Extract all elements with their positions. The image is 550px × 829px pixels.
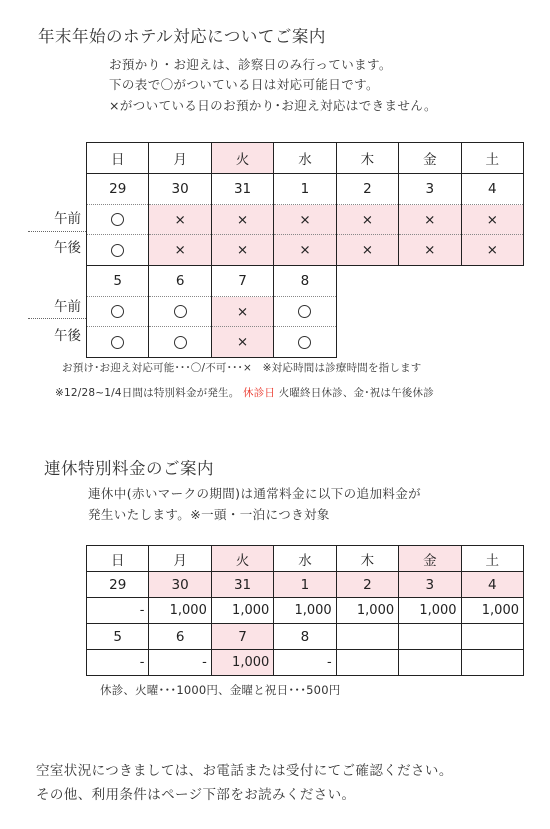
date-cell: 31 (211, 174, 273, 205)
fee-cell: 1,000 (274, 598, 336, 624)
row-label-am-week2: 午前 (54, 299, 81, 315)
fee-cell: 1,000 (211, 598, 273, 624)
status-cell: × (149, 235, 211, 266)
status-cell: × (461, 235, 523, 266)
section1-line-3: ×がついている日のお預かり･お迎え対応はできません。 (109, 98, 437, 113)
fee-cell (336, 650, 398, 676)
fee-cell: - (274, 650, 336, 676)
date-cell: 6 (149, 624, 211, 650)
table-header-row (87, 546, 524, 572)
header-tue: 火 (211, 546, 273, 572)
empty-cell (336, 297, 523, 327)
status-cell: × (211, 297, 273, 327)
section2-line-1: 連休中(赤いマークの期間)は通常料金に以下の追加料金が (88, 486, 422, 501)
header-tue: 火 (211, 143, 273, 174)
date-cell: 7 (211, 266, 273, 297)
header-sat: 土 (461, 143, 523, 174)
table-row (87, 174, 524, 205)
legend-line-2 (55, 385, 434, 400)
date-cell: 31 (211, 572, 273, 598)
guide-line (28, 318, 86, 319)
status-cell (149, 327, 211, 358)
date-cell: 5 (87, 266, 149, 297)
header-thu: 木 (336, 143, 398, 174)
table-row (87, 598, 524, 624)
date-cell: 4 (461, 174, 523, 205)
circle-icon (298, 336, 311, 349)
legend-line-1: お預け･お迎え対応可能･･･〇/不可･･･× ※対応時間は診療時間を指します (62, 362, 422, 374)
status-cell: × (461, 205, 523, 235)
status-cell (87, 327, 149, 358)
circle-icon (111, 305, 124, 318)
date-cell: 30 (149, 174, 211, 205)
date-cell: 1 (274, 174, 336, 205)
status-cell (87, 205, 149, 235)
table-row (87, 266, 524, 297)
date-cell: 6 (149, 266, 211, 297)
status-cell (274, 297, 336, 327)
fee-note: 休診、火曜･･･1000円、金曜と祝日･･･500円 (100, 683, 341, 697)
legend-suffix: 火曜終日休診、金･祝は午後休診 (278, 387, 434, 399)
table-row (87, 650, 524, 676)
section1-line-1: お預かり・お迎えは、診察日のみ行っています。 (109, 57, 392, 72)
table-row (87, 624, 524, 650)
status-cell: × (399, 235, 461, 266)
fee-cell (399, 650, 461, 676)
date-cell: 30 (149, 572, 211, 598)
date-cell: 4 (461, 572, 523, 598)
table-row (87, 235, 524, 266)
footer-line-1: 空室状況につきましては、お電話または受付にてご確認ください。 (36, 763, 453, 779)
header-thu: 木 (336, 546, 398, 572)
fee-cell: 1,000 (149, 598, 211, 624)
fee-cell: 1,000 (461, 598, 523, 624)
table-row (87, 297, 524, 327)
date-cell: 1 (274, 572, 336, 598)
header-fri: 金 (399, 143, 461, 174)
date-cell (336, 624, 398, 650)
row-label-am: 午前 (54, 211, 81, 227)
header-mon: 月 (149, 143, 211, 174)
date-cell: 7 (211, 624, 273, 650)
circle-icon (174, 336, 187, 349)
status-cell: × (336, 235, 398, 266)
circle-icon (111, 336, 124, 349)
fee-cell: 1,000 (336, 598, 398, 624)
section2-line-2: 発生いたします。※一頭・一泊につき対象 (88, 507, 330, 522)
date-cell: 29 (87, 174, 149, 205)
header-fri: 金 (399, 546, 461, 572)
empty-cell (336, 266, 523, 297)
status-cell: × (211, 327, 273, 358)
guide-line (28, 231, 86, 232)
table-row (87, 327, 524, 358)
fee-cell (461, 650, 523, 676)
header-wed: 水 (274, 546, 336, 572)
row-label-pm-week2: 午後 (54, 328, 81, 344)
fee-cell: - (149, 650, 211, 676)
status-cell (87, 235, 149, 266)
status-cell: × (211, 235, 273, 266)
legend-closed-label: 休診日 (243, 387, 276, 399)
table-row (87, 572, 524, 598)
fee-table (86, 545, 524, 676)
section1-line-2: 下の表で〇がついている日は対応可能日です。 (109, 77, 379, 92)
status-cell (274, 327, 336, 358)
fee-cell: - (87, 598, 149, 624)
table-header-row (87, 143, 524, 174)
section1-title: 年末年始のホテル対応についてご案内 (38, 27, 326, 46)
date-cell: 29 (87, 572, 149, 598)
header-sun: 日 (87, 143, 149, 174)
circle-icon (174, 305, 187, 318)
circle-icon (111, 244, 124, 257)
fee-cell: - (87, 650, 149, 676)
status-cell (87, 297, 149, 327)
date-cell (461, 624, 523, 650)
circle-icon (111, 213, 124, 226)
section2-title: 連休特別料金のご案内 (44, 459, 214, 478)
date-cell: 8 (274, 266, 336, 297)
fee-cell: 1,000 (399, 598, 461, 624)
date-cell: 3 (399, 174, 461, 205)
availability-table (86, 142, 524, 358)
row-label-pm: 午後 (54, 240, 81, 256)
status-cell: × (211, 205, 273, 235)
header-mon: 月 (149, 546, 211, 572)
status-cell (149, 297, 211, 327)
date-cell: 2 (336, 572, 398, 598)
status-cell: × (399, 205, 461, 235)
table-row (87, 205, 524, 235)
header-wed: 水 (274, 143, 336, 174)
date-cell: 5 (87, 624, 149, 650)
status-cell: × (274, 235, 336, 266)
date-cell: 3 (399, 572, 461, 598)
status-cell: × (149, 205, 211, 235)
date-cell (399, 624, 461, 650)
status-cell: × (336, 205, 398, 235)
date-cell: 2 (336, 174, 398, 205)
status-cell: × (274, 205, 336, 235)
header-sun: 日 (87, 546, 149, 572)
footer-line-2: その他、利用条件はページ下部をお読みください。 (36, 787, 356, 803)
legend-prefix: ※12/28~1/4日間は特別料金が発生。 (55, 387, 240, 399)
date-cell: 8 (274, 624, 336, 650)
fee-cell: 1,000 (211, 650, 273, 676)
circle-icon (298, 305, 311, 318)
empty-cell (336, 327, 523, 358)
header-sat: 土 (461, 546, 523, 572)
